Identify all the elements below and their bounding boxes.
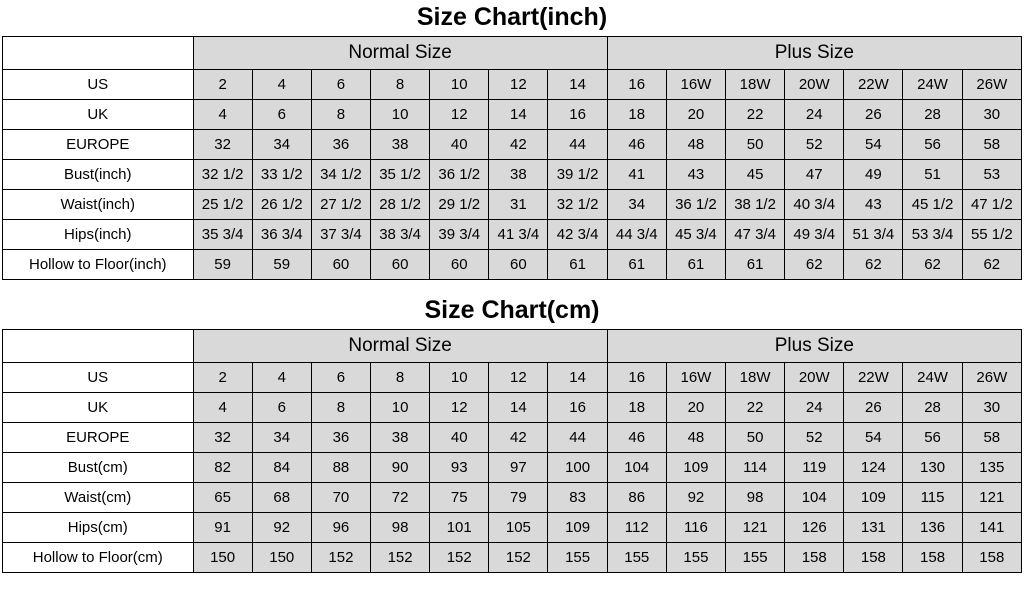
table-cell: 119 [785, 453, 844, 483]
group-header-plus-size: Plus Size [607, 330, 1021, 363]
size-chart-cm-table [2, 329, 1022, 573]
table-cell: 44 [548, 423, 607, 453]
table-cell: 158 [962, 543, 1021, 573]
table-cell: 112 [607, 513, 666, 543]
table-cell: 61 [607, 250, 666, 280]
table-cell: 105 [489, 513, 548, 543]
table-cell: 12 [489, 363, 548, 393]
size-chart-cm-block [0, 293, 1024, 573]
table-cell: 16 [607, 363, 666, 393]
table-cell: 109 [844, 483, 903, 513]
table-cell: 58 [962, 130, 1021, 160]
table-cell: 30 [962, 100, 1021, 130]
table-cell: 56 [903, 423, 962, 453]
table-cell: 6 [311, 70, 370, 100]
table-cell: 109 [666, 453, 725, 483]
table-cell: 22 [726, 100, 785, 130]
table-cell: 155 [607, 543, 666, 573]
table-cell: 92 [252, 513, 311, 543]
table-cell: 20 [666, 393, 725, 423]
group-header-plus-size: Plus Size [607, 37, 1021, 70]
table-cell: 152 [489, 543, 548, 573]
table-cell: 61 [666, 250, 725, 280]
table-cell: 22 [726, 393, 785, 423]
table-cell: 48 [666, 130, 725, 160]
table-cell: 33 1/2 [252, 160, 311, 190]
table-cell: 42 3/4 [548, 220, 607, 250]
table-cell: 26 [844, 100, 903, 130]
table-cell: 38 3/4 [371, 220, 430, 250]
table-cell: 158 [844, 543, 903, 573]
table-cell: 34 1/2 [311, 160, 370, 190]
table-cell: 18W [726, 70, 785, 100]
table-cell: 25 1/2 [193, 190, 252, 220]
table-cell: 53 [962, 160, 1021, 190]
row-label: UK [3, 393, 194, 423]
row-label: Hips(cm) [3, 513, 194, 543]
table-cell: 35 3/4 [193, 220, 252, 250]
table-cell: 10 [430, 363, 489, 393]
table-cell: 150 [252, 543, 311, 573]
table-cell: 52 [785, 423, 844, 453]
table-cell: 115 [903, 483, 962, 513]
table-cell: 79 [489, 483, 548, 513]
table-cell: 28 [903, 100, 962, 130]
table-cell: 101 [430, 513, 489, 543]
table-row [3, 483, 1022, 513]
table-cell: 62 [962, 250, 1021, 280]
table-cell: 43 [666, 160, 725, 190]
table-cell: 82 [193, 453, 252, 483]
table-cell: 12 [430, 393, 489, 423]
table-row [3, 543, 1022, 573]
table-cell: 6 [252, 100, 311, 130]
table-cell: 4 [193, 100, 252, 130]
table-cell: 14 [548, 363, 607, 393]
table-cell: 26 [844, 393, 903, 423]
group-header-row [3, 37, 1022, 70]
table-cell: 62 [785, 250, 844, 280]
table-cell: 40 [430, 423, 489, 453]
table-cell: 29 1/2 [430, 190, 489, 220]
table-cell: 84 [252, 453, 311, 483]
table-cell: 150 [193, 543, 252, 573]
table-cell: 28 1/2 [371, 190, 430, 220]
table-cell: 60 [430, 250, 489, 280]
table-cell: 34 [252, 130, 311, 160]
row-label: Waist(cm) [3, 483, 194, 513]
table-row [3, 513, 1022, 543]
row-label: Waist(inch) [3, 190, 194, 220]
table-cell: 36 1/2 [666, 190, 725, 220]
table-cell: 8 [371, 70, 430, 100]
table-cell: 41 3/4 [489, 220, 548, 250]
table-cell: 6 [252, 393, 311, 423]
table-cell: 36 [311, 423, 370, 453]
row-label: Bust(cm) [3, 453, 194, 483]
table-row [3, 363, 1022, 393]
table-cell: 41 [607, 160, 666, 190]
table-cell: 26W [962, 363, 1021, 393]
table-cell: 39 1/2 [548, 160, 607, 190]
table-row [3, 393, 1022, 423]
table-cell: 6 [311, 363, 370, 393]
table-cell: 22W [844, 363, 903, 393]
table-cell: 61 [726, 250, 785, 280]
group-header-normal-size: Normal Size [193, 330, 607, 363]
table-cell: 86 [607, 483, 666, 513]
row-label: UK [3, 100, 194, 130]
table-cell: 155 [666, 543, 725, 573]
table-cell: 109 [548, 513, 607, 543]
table-cell: 30 [962, 393, 1021, 423]
table-cell: 98 [371, 513, 430, 543]
table-cell: 38 [371, 423, 430, 453]
row-label: EUROPE [3, 423, 194, 453]
table-cell: 59 [252, 250, 311, 280]
table-cell: 16 [548, 393, 607, 423]
table-cell: 8 [371, 363, 430, 393]
table-row [3, 220, 1022, 250]
table-cell: 93 [430, 453, 489, 483]
table-cell: 18 [607, 393, 666, 423]
table-cell: 88 [311, 453, 370, 483]
table-cell: 121 [726, 513, 785, 543]
table-cell: 47 [785, 160, 844, 190]
table-cell: 32 1/2 [193, 160, 252, 190]
table-cell: 135 [962, 453, 1021, 483]
table-cell: 75 [430, 483, 489, 513]
table-cell: 43 [844, 190, 903, 220]
table-cell: 12 [489, 70, 548, 100]
table-cell: 42 [489, 423, 548, 453]
table-cell: 46 [607, 130, 666, 160]
table-cell: 39 3/4 [430, 220, 489, 250]
table-cell: 155 [548, 543, 607, 573]
row-label: Hollow to Floor(inch) [3, 250, 194, 280]
table-cell: 155 [726, 543, 785, 573]
table-cell: 8 [311, 100, 370, 130]
row-label: US [3, 70, 194, 100]
table-cell: 32 [193, 130, 252, 160]
table-cell: 114 [726, 453, 785, 483]
table-row [3, 100, 1022, 130]
table-cell: 32 1/2 [548, 190, 607, 220]
table-cell: 36 [311, 130, 370, 160]
table-row [3, 453, 1022, 483]
table-cell: 131 [844, 513, 903, 543]
size-chart-cm-title: Size Chart(cm) [424, 296, 600, 324]
table-row [3, 423, 1022, 453]
table-cell: 152 [430, 543, 489, 573]
table-cell: 96 [311, 513, 370, 543]
table-row [3, 130, 1022, 160]
table-cell: 27 1/2 [311, 190, 370, 220]
row-label: US [3, 363, 194, 393]
table-cell: 24W [903, 363, 962, 393]
table-cell: 14 [489, 393, 548, 423]
table-cell: 54 [844, 423, 903, 453]
table-cell: 12 [430, 100, 489, 130]
table-cell: 152 [371, 543, 430, 573]
table-cell: 24W [903, 70, 962, 100]
group-header-normal-size: Normal Size [193, 37, 607, 70]
table-cell: 37 3/4 [311, 220, 370, 250]
table-cell: 35 1/2 [371, 160, 430, 190]
table-cell: 121 [962, 483, 1021, 513]
table-cell: 14 [489, 100, 548, 130]
table-cell: 130 [903, 453, 962, 483]
table-cell: 18 [607, 100, 666, 130]
table-cell: 51 3/4 [844, 220, 903, 250]
table-cell: 60 [371, 250, 430, 280]
table-cell: 55 1/2 [962, 220, 1021, 250]
table-corner-cell [3, 330, 194, 363]
table-cell: 22W [844, 70, 903, 100]
table-cell: 4 [252, 70, 311, 100]
table-row [3, 70, 1022, 100]
table-cell: 61 [548, 250, 607, 280]
table-cell: 2 [193, 70, 252, 100]
table-cell: 20W [785, 70, 844, 100]
table-cell: 104 [607, 453, 666, 483]
size-chart-inch-block [0, 0, 1024, 280]
size-chart-inch-title: Size Chart(inch) [416, 3, 608, 31]
row-label: Hollow to Floor(cm) [3, 543, 194, 573]
chart-divider-space [0, 280, 1024, 293]
table-cell: 36 1/2 [430, 160, 489, 190]
size-chart-inch-table [2, 36, 1022, 280]
table-cell: 44 3/4 [607, 220, 666, 250]
table-cell: 16W [666, 363, 725, 393]
table-cell: 90 [371, 453, 430, 483]
table-cell: 97 [489, 453, 548, 483]
table-cell: 100 [548, 453, 607, 483]
table-cell: 49 [844, 160, 903, 190]
table-cell: 38 1/2 [726, 190, 785, 220]
table-cell: 24 [785, 100, 844, 130]
table-cell: 60 [489, 250, 548, 280]
table-cell: 68 [252, 483, 311, 513]
table-cell: 16W [666, 70, 725, 100]
table-cell: 14 [548, 70, 607, 100]
table-cell: 28 [903, 393, 962, 423]
table-cell: 52 [785, 130, 844, 160]
row-label: Bust(inch) [3, 160, 194, 190]
table-cell: 20 [666, 100, 725, 130]
table-cell: 53 3/4 [903, 220, 962, 250]
table-cell: 70 [311, 483, 370, 513]
table-cell: 62 [903, 250, 962, 280]
table-cell: 98 [726, 483, 785, 513]
table-cell: 59 [193, 250, 252, 280]
table-cell: 72 [371, 483, 430, 513]
table-cell: 60 [311, 250, 370, 280]
table-cell: 38 [371, 130, 430, 160]
table-cell: 36 3/4 [252, 220, 311, 250]
table-cell: 2 [193, 363, 252, 393]
table-cell: 34 [607, 190, 666, 220]
table-cell: 152 [311, 543, 370, 573]
table-cell: 47 1/2 [962, 190, 1021, 220]
table-cell: 50 [726, 423, 785, 453]
table-cell: 16 [548, 100, 607, 130]
table-cell: 4 [252, 363, 311, 393]
table-cell: 20W [785, 363, 844, 393]
table-cell: 126 [785, 513, 844, 543]
size-chart-inch-body [3, 37, 1022, 280]
table-cell: 8 [311, 393, 370, 423]
table-row [3, 160, 1022, 190]
table-cell: 50 [726, 130, 785, 160]
table-corner-cell [3, 37, 194, 70]
table-cell: 48 [666, 423, 725, 453]
table-cell: 42 [489, 130, 548, 160]
table-cell: 91 [193, 513, 252, 543]
table-cell: 124 [844, 453, 903, 483]
table-cell: 26W [962, 70, 1021, 100]
table-cell: 24 [785, 393, 844, 423]
table-cell: 158 [785, 543, 844, 573]
table-cell: 45 1/2 [903, 190, 962, 220]
table-cell: 10 [371, 100, 430, 130]
table-cell: 136 [903, 513, 962, 543]
row-label: EUROPE [3, 130, 194, 160]
table-cell: 58 [962, 423, 1021, 453]
table-cell: 51 [903, 160, 962, 190]
table-row [3, 250, 1022, 280]
table-cell: 4 [193, 393, 252, 423]
table-cell: 104 [785, 483, 844, 513]
table-cell: 40 3/4 [785, 190, 844, 220]
table-cell: 34 [252, 423, 311, 453]
table-cell: 46 [607, 423, 666, 453]
table-cell: 49 3/4 [785, 220, 844, 250]
table-cell: 40 [430, 130, 489, 160]
table-cell: 56 [903, 130, 962, 160]
table-cell: 45 [726, 160, 785, 190]
table-cell: 92 [666, 483, 725, 513]
group-header-row [3, 330, 1022, 363]
table-cell: 10 [371, 393, 430, 423]
table-cell: 31 [489, 190, 548, 220]
table-cell: 16 [607, 70, 666, 100]
table-cell: 62 [844, 250, 903, 280]
table-cell: 10 [430, 70, 489, 100]
table-cell: 54 [844, 130, 903, 160]
table-cell: 44 [548, 130, 607, 160]
table-cell: 45 3/4 [666, 220, 725, 250]
table-cell: 83 [548, 483, 607, 513]
table-cell: 158 [903, 543, 962, 573]
table-cell: 47 3/4 [726, 220, 785, 250]
size-chart-cm-body [3, 330, 1022, 573]
table-row [3, 190, 1022, 220]
row-label: Hips(inch) [3, 220, 194, 250]
table-cell: 38 [489, 160, 548, 190]
table-cell: 26 1/2 [252, 190, 311, 220]
table-cell: 141 [962, 513, 1021, 543]
table-cell: 32 [193, 423, 252, 453]
table-cell: 18W [726, 363, 785, 393]
table-cell: 116 [666, 513, 725, 543]
table-cell: 65 [193, 483, 252, 513]
